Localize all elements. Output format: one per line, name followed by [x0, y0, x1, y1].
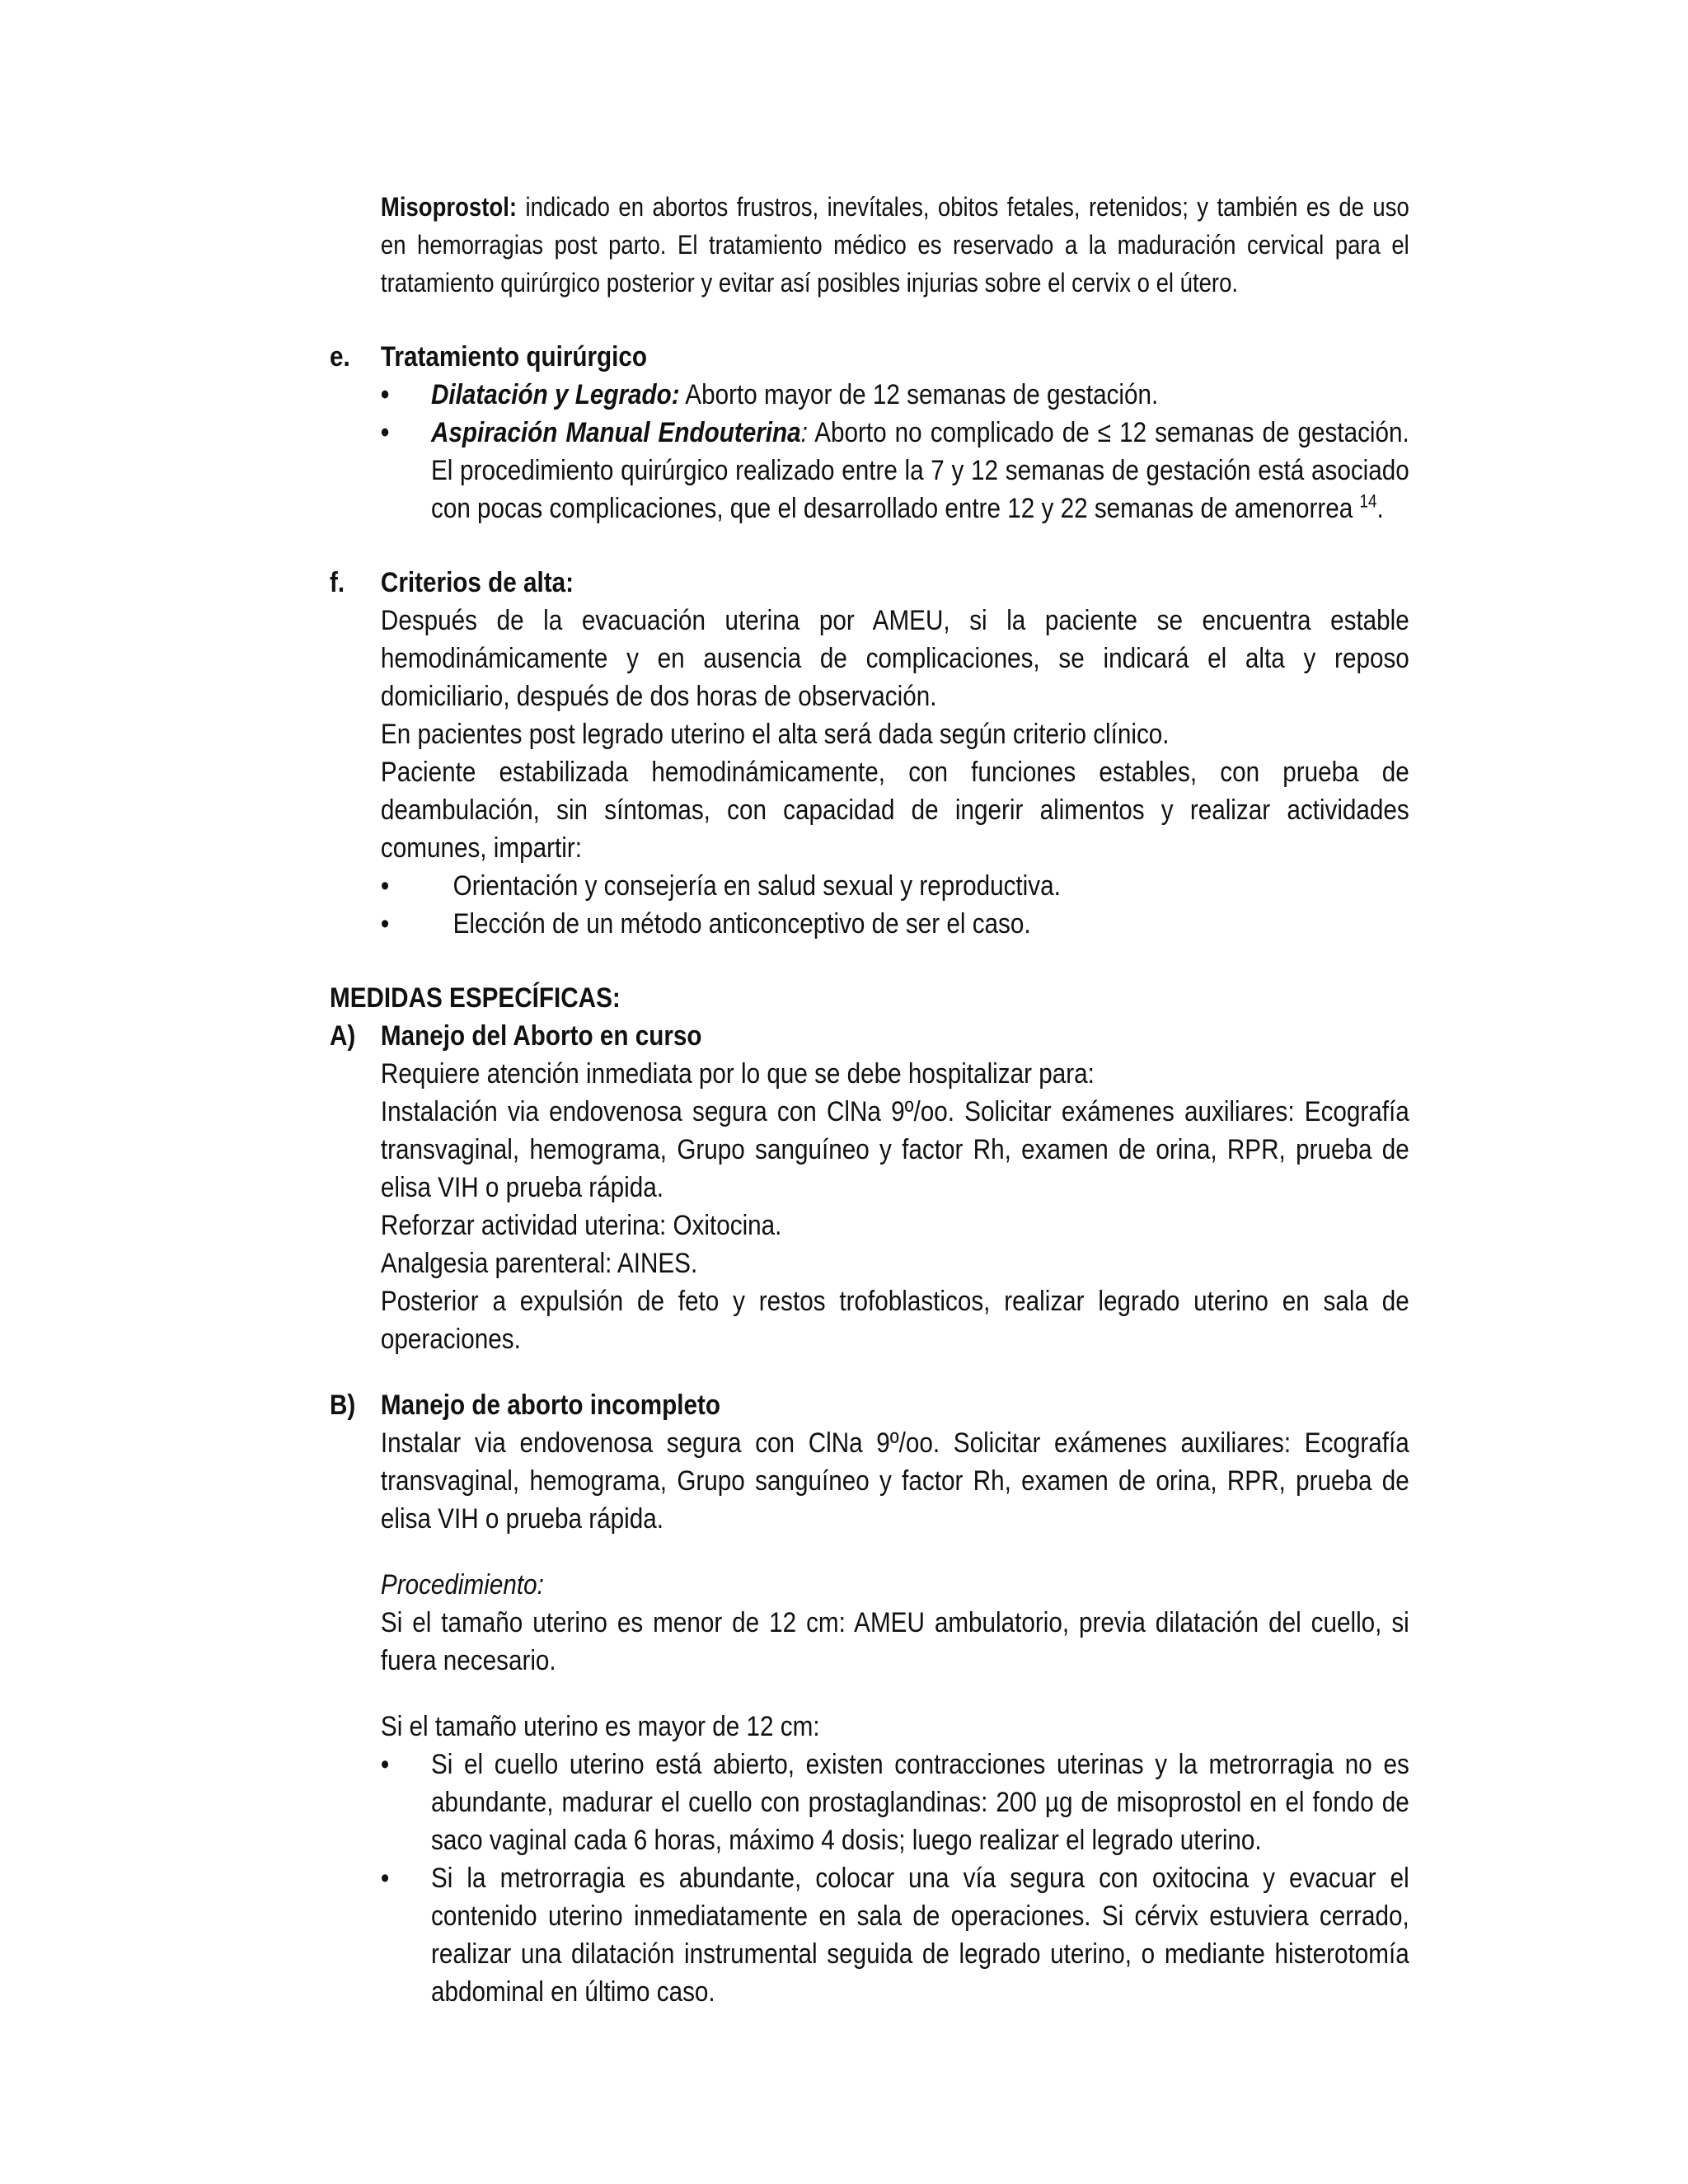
item-text: Orientación y consejería en salud sexual y reproductiva.: [452, 870, 1061, 902]
section-e-letter: e.: [330, 341, 350, 373]
section-a-heading: [330, 1017, 1409, 1055]
section-f-letter: f.: [330, 567, 345, 598]
section-b-letter: B): [330, 1390, 356, 1421]
list-item: [330, 905, 1409, 943]
section-f-heading: [330, 564, 1409, 602]
item-colon: :: [800, 417, 808, 448]
item-text: Si la metrorragia es abundante, colocar una vía segura con oxitocina y evacuar el contenido uterino inmediatamente en sala de operaciones. Si cérvix estuviera cerrado, realizar una dilatación instrumental seguida de legrado uterino, o mediante histerotomía abdominal en último caso.: [430, 1863, 1409, 2008]
list-item: [330, 867, 1409, 905]
list-item: [330, 376, 1409, 414]
section-a-paragraph-3: Reforzar actividad uterina: Oxitocina.: [380, 1210, 782, 1241]
section-f-paragraph-1: Después de la evacuación uterina por AMEU, si la paciente se encuentra estable hemodinámicamente y en ausencia de complicaciones, se indicará el alta y reposo domiciliario, después de dos horas de observación.: [380, 605, 1409, 712]
bullet-glyph: •: [380, 908, 390, 940]
section-f-title: Criterios de alta:: [380, 567, 574, 598]
section-e-title: Tratamiento quirúrgico: [380, 341, 648, 373]
item-end: .: [1376, 493, 1384, 524]
item-text: Elección de un método anticonceptivo de ser el caso.: [452, 908, 1031, 940]
list-item: [330, 1859, 1409, 2011]
section-e-list: [330, 376, 1409, 527]
document-page: [330, 188, 1409, 2011]
bullet-glyph: •: [380, 870, 390, 902]
section-f-paragraph-3: Paciente estabilizada hemodinámicamente, con funciones estables, con prueba de deambulación, sin síntomas, con capacidad de ingerir alimentos y realizar actividades comunes, impartir:: [380, 757, 1409, 864]
bullet-glyph: •: [380, 417, 390, 448]
section-b-title: Manejo de aborto incompleto: [380, 1390, 721, 1421]
list-item: [330, 1746, 1409, 1859]
section-a-paragraph-2: Instalación via endovenosa segura con ClNa 9º/oo. Solicitar exámenes auxiliares: Ecografía transvaginal, hemograma, Grupo sanguíneo y factor Rh, examen de orina, RPR, prueba de elisa VIH o prueba rápida.: [380, 1096, 1409, 1203]
item-term: Aspiración Manual Endouterina: [430, 417, 801, 448]
item-text: Aborto no complicado de ≤ 12 semanas de gestación. El procedimiento quirúrgico realizado entre la 7 y 12 semanas de gestación está asociado con pocas complicaciones, que el desarrollado entre 12 y 22 semanas de amenorrea: [430, 417, 1409, 524]
bullet-glyph: •: [380, 379, 390, 410]
document-body: [330, 188, 1409, 2011]
section-b-list: [330, 1746, 1409, 2011]
misoprostol-text: indicado en abortos frustros, inevítales, obitos fetales, retenidos; y también es de uso en hemorragias post parto. El tratamiento médico es reservado a la maduración cervical para el tratamiento quirúrgico posterior y evitar así posibles injurias sobre el cervix o el útero.: [380, 192, 1409, 298]
bullet-glyph: •: [380, 1749, 390, 1780]
medidas-heading: MEDIDAS ESPECÍFICAS:: [330, 982, 621, 1014]
section-e-heading: [330, 338, 1409, 376]
section-f-paragraph-2: En pacientes post legrado uterino el alta será dada según criterio clínico.: [380, 719, 1170, 750]
section-a-paragraph-4: Analgesia parenteral: AINES.: [380, 1248, 698, 1279]
item-text: Si el cuello uterino está abierto, existen contracciones uterinas y la metrorragia no es abundante, madurar el cuello con prostaglandinas: 200 µg de misoprostol en el fondo de saco vaginal cada 6 horas, máximo 4 dosis; luego realizar el legrado uterino.: [430, 1749, 1409, 1856]
section-b-paragraph-1: Instalar via endovenosa segura con ClNa 9º/oo. Solicitar exámenes auxiliares: Ecografía transvaginal, hemograma, Grupo sanguíneo y factor Rh, examen de orina, RPR, prueba de elisa VIH o prueba rápida.: [380, 1427, 1409, 1535]
section-b-paragraph-3: Si el tamaño uterino es mayor de 12 cm:: [380, 1711, 820, 1742]
misoprostol-paragraph: [330, 188, 1409, 302]
procedure-label: Procedimiento:: [380, 1569, 544, 1601]
item-text: Aborto mayor de 12 semanas de gestación.: [679, 379, 1159, 410]
section-b-heading: [330, 1386, 1409, 1424]
section-a-letter: A): [330, 1020, 356, 1052]
section-a-paragraph-5: Posterior a expulsión de feto y restos trofoblasticos, realizar legrado uterino en sala de operaciones.: [380, 1286, 1409, 1355]
section-b-paragraph-2: Si el tamaño uterino es menor de 12 cm: AMEU ambulatorio, previa dilatación del cuello, si fuera necesario.: [380, 1607, 1409, 1676]
section-f-list: [330, 867, 1409, 943]
bullet-glyph: •: [380, 1863, 390, 1894]
list-item: [330, 414, 1409, 527]
section-a-title: Manejo del Aborto en curso: [380, 1020, 702, 1052]
reference-superscript: 14: [1359, 490, 1377, 512]
section-a-paragraph-1: Requiere atención inmediata por lo que se debe hospitalizar para:: [380, 1058, 1095, 1090]
misoprostol-label: Misoprostol:: [380, 192, 518, 222]
item-term: Dilatación y Legrado:: [430, 379, 680, 410]
